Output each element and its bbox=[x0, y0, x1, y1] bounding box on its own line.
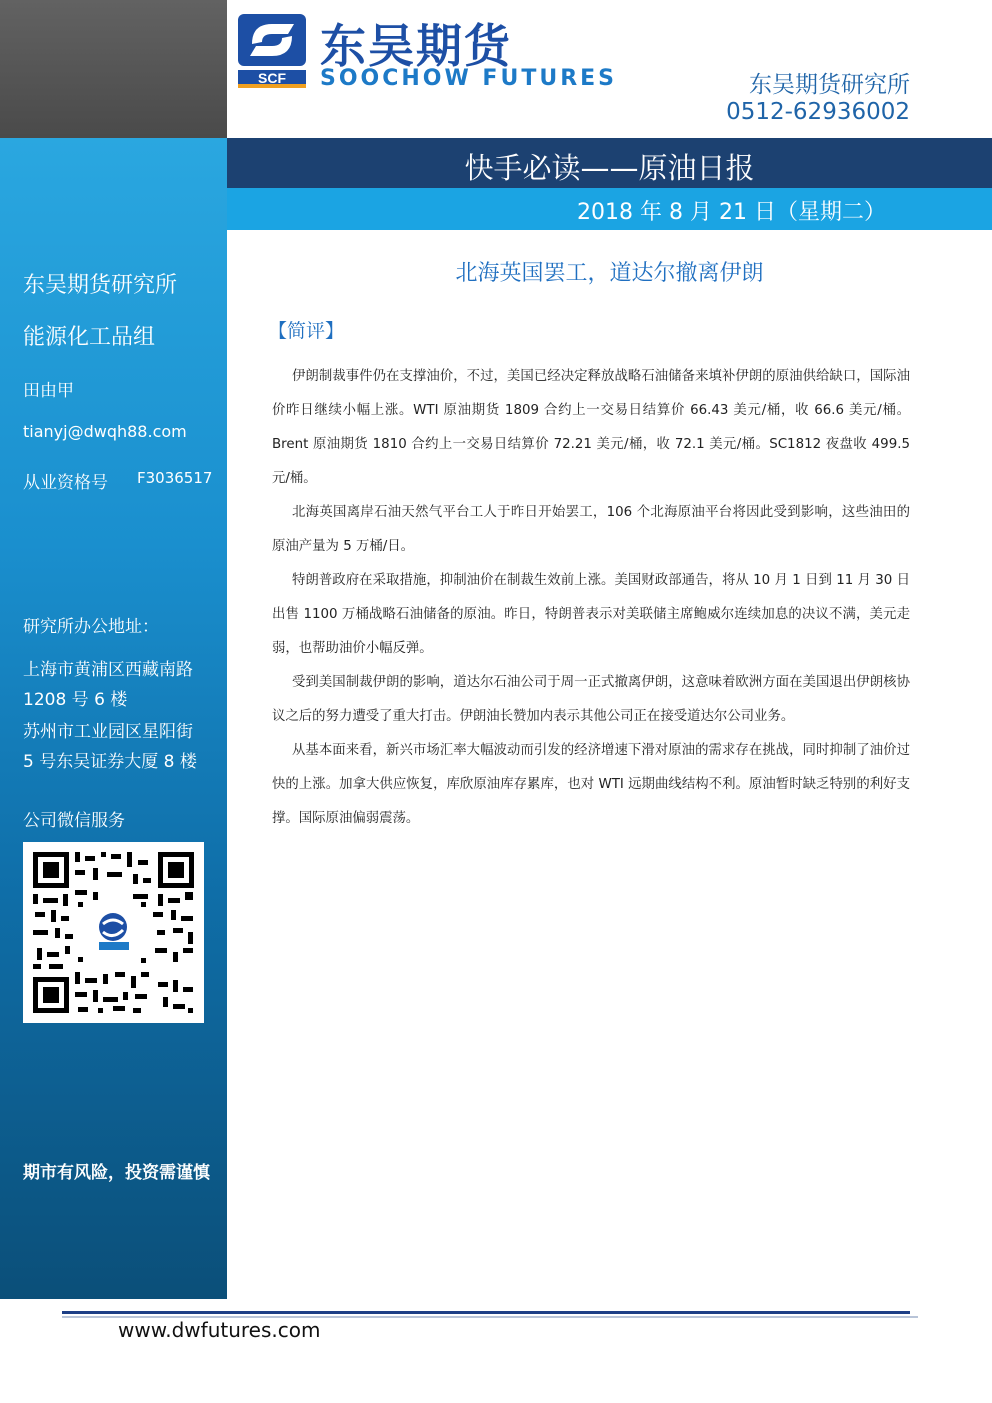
scf-logo-icon bbox=[238, 14, 306, 88]
paragraph: 伊朗制裁事件仍在支撑油价，不过，美国已经决定释放战略石油储备来填补伊朗的原油供给缺口，国际油价昨日继续小幅上涨。WTI 原油期货 1809 合约上一交易日结算价 66.43 美元/桶，收 66.6 美元/桶。Brent 原油期货 1810 合约上一交易日结算价 72.21 美元/桶，收 72.1 美元/桶。SC1812 夜盘收 499.5 元/桶。 bbox=[272, 369, 910, 486]
analyst-name: 田由甲 bbox=[23, 381, 74, 401]
section-label: 【简评】 bbox=[268, 320, 345, 342]
risk-notice: 期市有风险，投资需谨慎 bbox=[23, 1163, 210, 1183]
logo-chinese-name: 东吴期货 bbox=[320, 19, 512, 73]
paragraph: 受到美国制裁伊朗的影响，道达尔石油公司于周一正式撤离伊朗，这意味着欧洲方面在美国退出伊朗核协议之后的努力遭受了重大打击。伊朗油长赞加内表示其他公司正在接受道达尔公司业务。 bbox=[272, 675, 910, 724]
address-line: 上海市黄浦区西藏南路 bbox=[23, 660, 193, 680]
wechat-qr-code[interactable] bbox=[23, 842, 204, 1023]
sidebar-org: 东吴期货研究所 bbox=[23, 273, 178, 298]
footer-divider bbox=[62, 1311, 910, 1314]
sidebar-group: 能源化工品组 bbox=[23, 325, 156, 350]
svg-text:SCF: SCF bbox=[258, 70, 286, 86]
sidebar-top-band bbox=[0, 0, 227, 138]
report-date: 2018 年 8 月 21 日（星期二） bbox=[577, 200, 886, 225]
article-body bbox=[272, 360, 910, 836]
title-bar bbox=[227, 138, 992, 188]
address-line: 1208 号 6 楼 bbox=[23, 690, 128, 710]
address-label: 研究所办公地址： bbox=[23, 617, 159, 637]
date-bar bbox=[227, 188, 992, 230]
license-number: F3036517 bbox=[137, 469, 213, 487]
license-label: 从业资格号 bbox=[23, 473, 108, 493]
article-headline: 北海英国罢工，道达尔撤离伊朗 bbox=[455, 261, 764, 286]
company-logo bbox=[238, 14, 618, 94]
header-org: 东吴期货研究所 bbox=[749, 72, 910, 98]
wechat-label: 公司微信服务 bbox=[23, 811, 125, 831]
logo-english-name: SOOCHOW FUTURES bbox=[320, 66, 618, 91]
address-line: 苏州市工业园区星阳街 bbox=[23, 722, 193, 742]
paragraph: 特朗普政府在采取措施，抑制油价在制裁生效前上涨。美国财政部通告，将从 10 月 1 日到 11 月 30 日出售 1100 万桶战略石油储备的原油。昨日，特朗普表示对美联储主席鲍威尔连续加息的决议不满，美元走弱，也帮助油价小幅反弹。 bbox=[272, 573, 910, 656]
footer-website-link[interactable]: www.dwfutures.com bbox=[118, 1318, 321, 1342]
paragraph: 北海英国离岸石油天然气平台工人于昨日开始罢工，106 个北海原油平台将因此受到影响，这些油田的原油产量为 5 万桶/日。 bbox=[272, 505, 910, 554]
analyst-email[interactable]: tianyj@dwqh88.com bbox=[23, 422, 187, 441]
address-line: 5 号东吴证券大厦 8 楼 bbox=[23, 752, 197, 772]
header-phone: 0512-62936002 bbox=[726, 99, 910, 125]
paragraph: 从基本面来看，新兴市场汇率大幅波动而引发的经济增速下滑对原油的需求存在挑战，同时抑制了油价过快的上涨。加拿大供应恢复，库欣原油库存累库，也对 WTI 远期曲线结构不利。原油暂时缺乏特别的利好支撑。国际原油偏弱震荡。 bbox=[272, 743, 910, 826]
sidebar bbox=[0, 138, 227, 1299]
report-title: 快手必读——原油日报 bbox=[464, 151, 755, 185]
